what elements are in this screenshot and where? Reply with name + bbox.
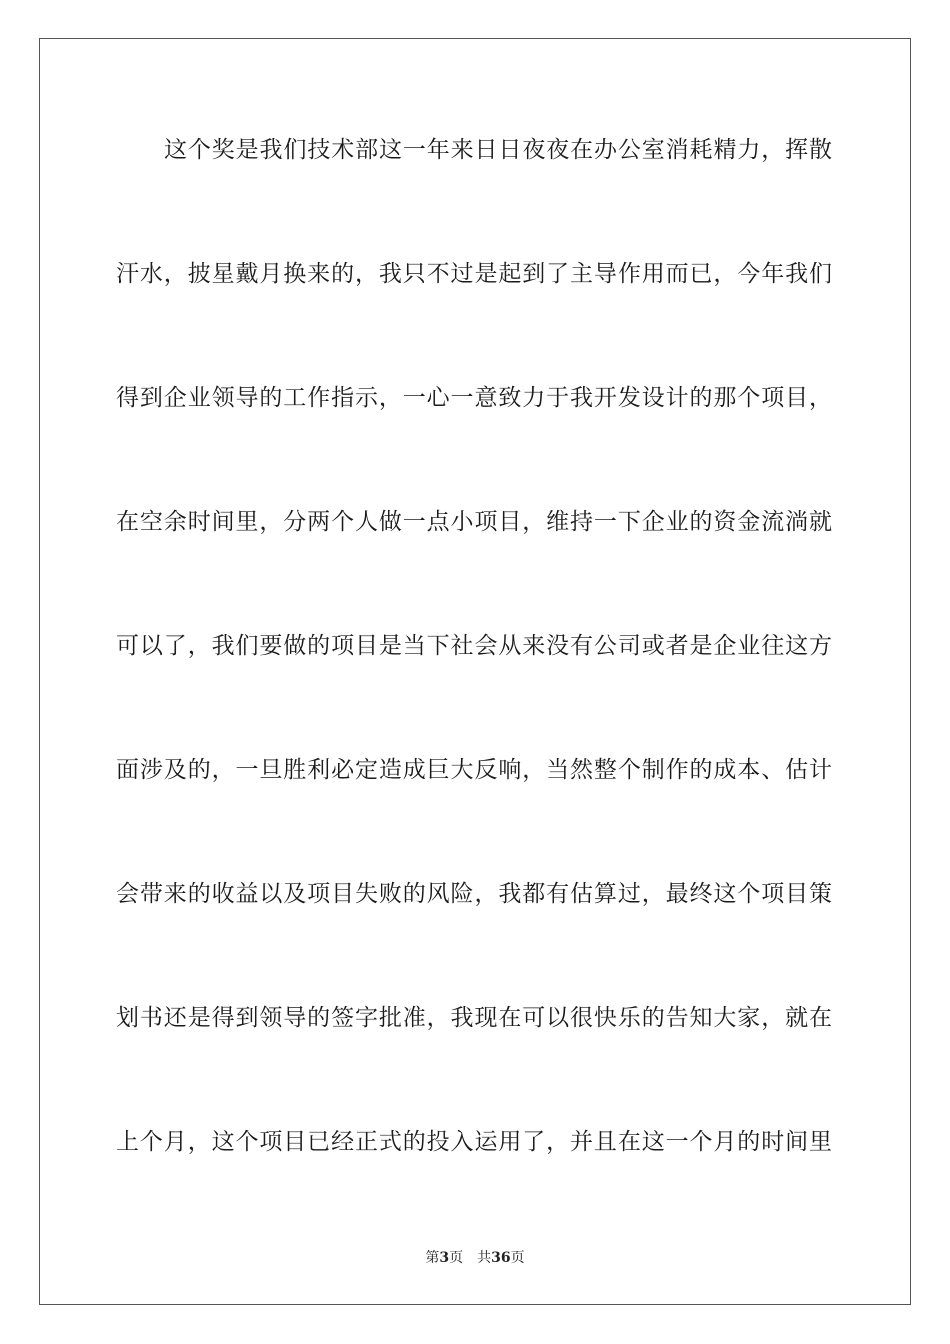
paragraph-line-3: 得到企业领导的工作指示，一心一意致力于我开发设计的那个项目， <box>116 385 832 411</box>
paragraph-line-7: 会带来的收益以及项目失败的风险，我都有估算过，最终这个项目策 <box>116 881 832 907</box>
paragraph-line-2: 汗水，披星戴月换来的，我只不过是起到了主导作用而已，今年我们 <box>116 261 832 287</box>
paragraph-line-6: 面涉及的，一旦胜利必定造成巨大反响，当然整个制作的成本、估计 <box>116 757 832 783</box>
footer-total-pages: 36 <box>491 1250 511 1266</box>
paragraph-line-8: 划书还是得到领导的签字批准，我现在可以很快乐的告知大家，就在 <box>116 1005 832 1031</box>
footer-total-suffix: 页 <box>510 1250 525 1266</box>
page-footer <box>0 1248 950 1268</box>
footer-page-suffix: 页 <box>449 1250 464 1266</box>
paragraph-line-1: 这个奖是我们技术部这一年来日日夜夜在办公室消耗精力，挥散 <box>164 137 832 163</box>
footer-page-number: 3 <box>439 1250 450 1266</box>
footer-total-prefix: 共 <box>477 1250 492 1266</box>
paragraph-line-4: 在空余时间里，分两个人做一点小项目，维持一下企业的资金流淌就 <box>116 509 832 535</box>
footer-page-prefix: 第 <box>425 1250 440 1266</box>
page-border <box>39 38 911 1305</box>
paragraph-line-9: 上个月，这个项目已经正式的投入运用了，并且在这一个月的时间里 <box>116 1129 832 1155</box>
paragraph-line-5: 可以了，我们要做的项目是当下社会从来没有公司或者是企业往这方 <box>116 633 832 659</box>
